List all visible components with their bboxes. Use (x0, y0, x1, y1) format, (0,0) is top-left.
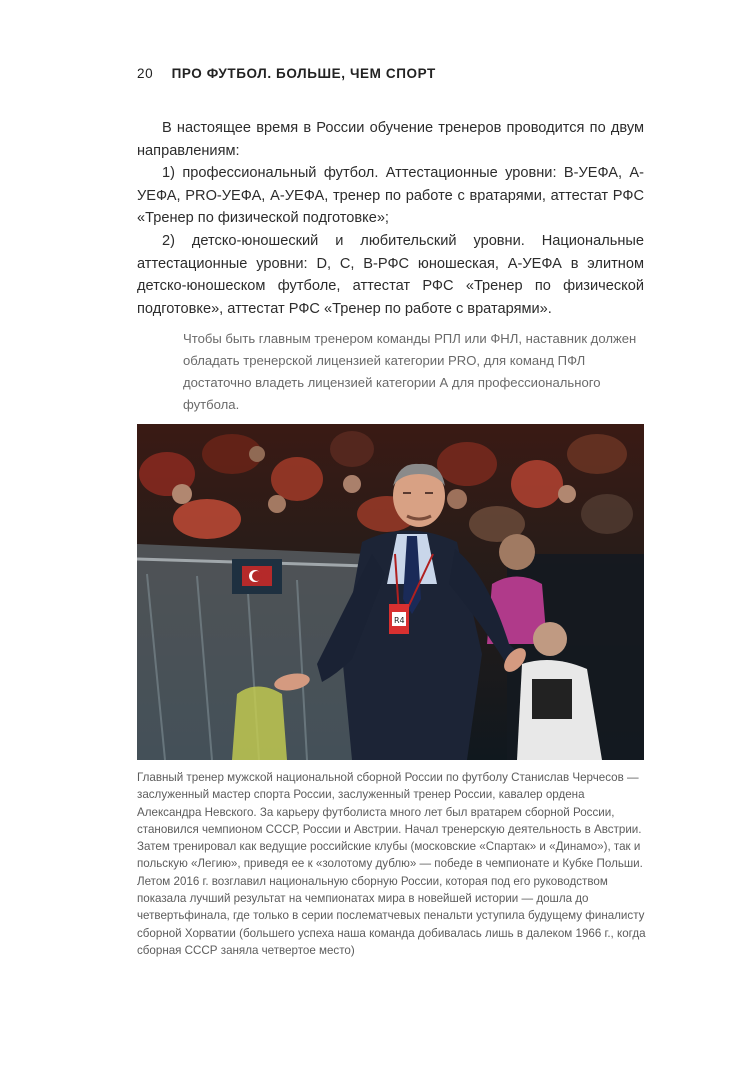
intro-paragraph: В настоящее время в России обучение тренеров проводится по двум направлениям: (137, 120, 644, 159)
running-header (137, 66, 436, 81)
coach-photo (137, 424, 644, 760)
photo-coach-sideline-icon (137, 424, 644, 760)
sidebar-note: Чтобы быть главным тренером команды РПЛ или ФНЛ, наставник должен обладать тренерской лицензией категории PRO, для команд ПФЛ достаточно владеть лицензией категории А для профессионального футбола. (183, 331, 637, 412)
list-item-professional: 1) профессиональный футбол. Аттестационные уровни: В-УЕФА, А-УЕФА, PRO-УЕФА, А-УЕФА, тренер по работе с вратарями, аттестат РФС «Тренер по физической подготовке»; (137, 165, 644, 227)
photo-caption: Главный тренер мужской национальной сборной России по футболу Станислав Черчесов — заслуженный мастер спорта России, заслуженный тренер России, кавалер ордена Александра Невского. За карьеру футболиста много лет был вратарем сборной России, становился чемпионом СССР, России и Австрии. Начал тренерскую деятельность в Австрии. Затем тренировал как ведущие российские клубы (московские «Спартак» и «Динамо»), так и польскую «Легию», приведя ее к «золотому дублю» — победе в чемпионате и Кубке Польши. Летом 2016 г. возглавил национальную сборную России, которая под его руководством показала лучший результат на чемпионатах мира в новейшей истории — дошла до четвертьфинала, где только в серии послематчевых пенальти уступила будущему финалисту сборной Хорватии (большего успеха наша команда добивалась лишь в далеком 1966 г., когда сборная СССР заняла четвертое место) (137, 771, 646, 957)
running-title: ПРО ФУТБОЛ. БОЛЬШЕ, ЧЕМ СПОРТ (171, 66, 436, 81)
page-number: 20 (137, 66, 154, 81)
list-item-youth: 2) детско-юношеский и любительский уровни. Национальные аттестационные уровни: D, С, В-РФС юношеская, А-УЕФА в элитном детско-юношеском футболе, аттестат РФС «Тренер по физической подготовке», аттестат РФС «Тренер по работе с вратарями». (137, 232, 644, 317)
main-text (137, 117, 644, 320)
accreditation-badge-text: R4 (394, 616, 405, 625)
